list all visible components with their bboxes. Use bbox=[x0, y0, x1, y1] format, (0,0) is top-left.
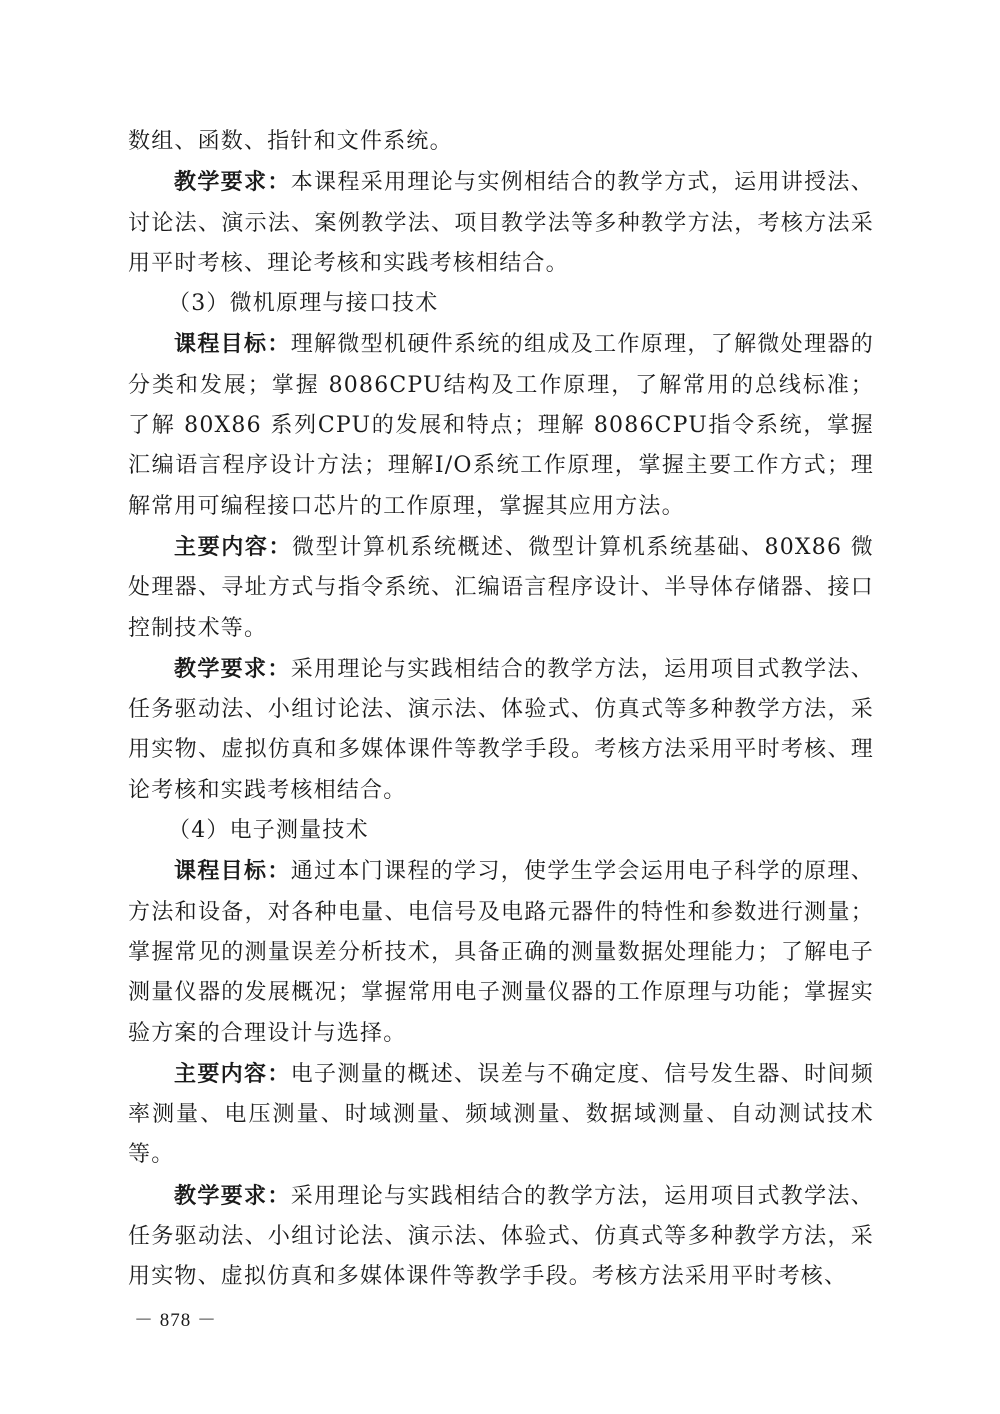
section-heading bbox=[128, 284, 874, 324]
paragraph-text: 电子测量的概述、误差与不确定度、信号发生器、时间频率测量、电压测量、时域测量、频域测量、数据域测量、自动测试技术等。 bbox=[128, 1061, 874, 1168]
paragraph-continuation bbox=[128, 122, 874, 162]
document-body bbox=[128, 122, 874, 1298]
paragraph-main-content bbox=[128, 527, 874, 649]
paragraph-course-objectives bbox=[128, 324, 874, 526]
paragraph-text: 采用理论与实践相结合的教学方法，运用项目式教学法、任务驱动法、小组讨论法、演示法、体验式、仿真式等多种教学方法，采用实物、虚拟仿真和多媒体课件等教学手段。考核方法采用平时考核、 bbox=[128, 1183, 874, 1290]
heading-text: （3）微机原理与接口技术 bbox=[168, 291, 439, 317]
paragraph-text: 数组、函数、指针和文件系统。 bbox=[128, 129, 453, 154]
paragraph-label: 课程目标： bbox=[174, 331, 291, 358]
paragraph-text: 理解微型机硬件系统的组成及工作原理，了解微处理器的分类和发展；掌握 8086CPU结构及工作原理，了解常用的总线标准；了解 80X86 系列CPU的发展和特点；理解 8086CPU指令系统，掌握汇编语言程序设计方法；理解I/O系统工作原理，掌握主要工作方式；理解常用可编程接口芯片的工作原理，掌握其应用方法。 bbox=[128, 332, 874, 519]
paragraph-text: 通过本门课程的学习，使学生学会运用电子科学的原理、方法和设备，对各种电量、电信号及电路元器件的特性和参数进行测量；掌握常见的测量误差分析技术，具备正确的测量数据处理能力；了解电子测量仪器的发展概况；掌握常用电子测量仪器的工作原理与功能；掌握实验方案的合理设计与选择。 bbox=[128, 859, 874, 1046]
paragraph-text: 采用理论与实践相结合的教学方法，运用项目式教学法、任务驱动法、小组讨论法、演示法、体验式、仿真式等多种教学方法，采用实物、虚拟仿真和多媒体课件等教学手段。考核方法采用平时考核、理论考核和实践考核相结合。 bbox=[128, 656, 874, 803]
paragraph-label: 课程目标： bbox=[174, 858, 291, 885]
paragraph-label: 教学要求： bbox=[174, 655, 291, 682]
paragraph-teaching-requirements bbox=[128, 649, 874, 811]
section-heading bbox=[128, 811, 874, 851]
paragraph-teaching-requirements bbox=[128, 1176, 874, 1298]
heading-text: （4）电子测量技术 bbox=[168, 818, 369, 844]
paragraph-text: 微型计算机系统概述、微型计算机系统基础、80X86 微处理器、寻址方式与指令系统、汇编语言程序设计、半导体存储器、接口控制技术等。 bbox=[128, 534, 874, 641]
paragraph-label: 主要内容： bbox=[174, 533, 293, 560]
paragraph-label: 教学要求： bbox=[174, 169, 291, 196]
paragraph-main-content bbox=[128, 1054, 874, 1176]
paragraph-text: 本课程采用理论与实例相结合的教学方式，运用讲授法、讨论法、演示法、案例教学法、项目教学法等多种教学方法，考核方法采用平时考核、理论考核和实践考核相结合。 bbox=[128, 170, 874, 276]
paragraph-label: 教学要求： bbox=[174, 1182, 291, 1209]
paragraph-teaching-requirements bbox=[128, 162, 874, 284]
page-number: － 878 － bbox=[134, 1310, 218, 1331]
paragraph-label: 主要内容： bbox=[174, 1060, 291, 1087]
paragraph-course-objectives bbox=[128, 851, 874, 1053]
